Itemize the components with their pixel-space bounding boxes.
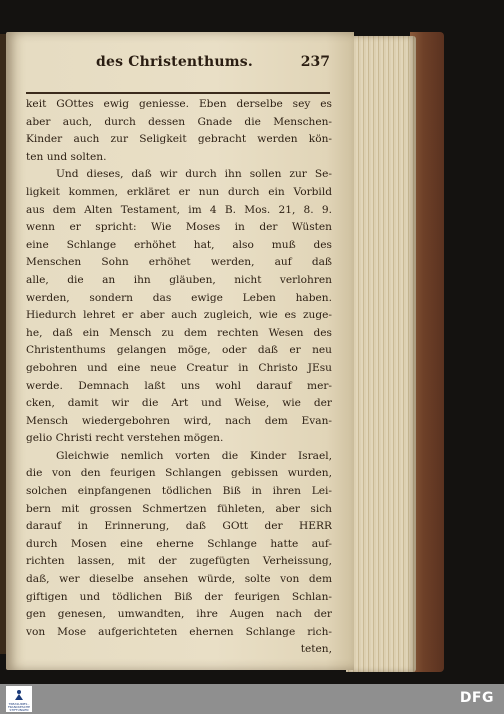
text-line: teten, [300, 643, 332, 656]
text-line: aus dem Alten Testament, im 4 B. Mos. 21, 8. 9. [26, 203, 332, 216]
text-line: bern mit grossen Schmertzen fühleten, aber sich [26, 502, 332, 515]
dfg-logo[interactable]: DFG [459, 690, 494, 706]
text-line: gebohren und eine neue Creatur in Christo JEsu [26, 361, 332, 374]
text-line: Menschen Sohn erhöhet werden, auf daß [26, 256, 332, 269]
institution-logo-caption: TREASURIES ‑ FRANCKESCHE STIFTUNGEN [7, 702, 31, 712]
viewer-footer-bar [0, 684, 504, 714]
header-rule [26, 92, 330, 94]
page-number: 237 [300, 54, 330, 70]
book-scan [0, 14, 504, 674]
text-line: richten lassen, mit der zugefügten Verheissung, [26, 555, 332, 568]
text-line: werde. Demnach laßt uns wohl darauf mer- [26, 379, 332, 392]
text-line: Kinder auch zur Seligkeit gebracht werden kön- [26, 133, 332, 146]
text-line: gen genesen, umwandten, ihre Augen nach der [26, 608, 332, 621]
page-block-edges [346, 36, 416, 672]
running-title: des Christenthums. [96, 54, 253, 70]
text-line: Christenthums gelangen möge, oder daß er neu [26, 344, 332, 357]
text-line: durch Mosen eine eherne Schlange hatte auf- [26, 537, 332, 550]
text-line: he, daß ein Mensch zu dem rechten Wesen des [26, 326, 332, 339]
text-line: wenn er spricht: Wie Moses in der Wüsten [26, 221, 332, 234]
text-line: Mensch wiedergebohren wird, nach dem Evan- [26, 414, 332, 427]
text-line: ten und solten. [26, 150, 107, 163]
text-line: daß, wer dieselbe ansehen würde, solte von dem [26, 573, 332, 586]
text-line: eine Schlange erhöhet hat, also muß des [26, 238, 332, 251]
institution-logo[interactable] [6, 686, 32, 712]
text-line: alle, die an ihn gläuben, nicht verlohren [26, 273, 332, 286]
institution-logo-icon [13, 689, 25, 701]
text-line: werden, sondern das ewige Leben haben. [26, 291, 332, 304]
text-line: gelio Christi recht verstehen mögen. [26, 432, 224, 445]
text-line: die von den feurigen Schlangen gebissen wurden, [26, 467, 332, 480]
text-line: giftigen und tödlichen Biß der feurigen Schlan- [26, 590, 332, 603]
text-line: ligkeit kommen, erkläret er nun durch ein Vorbild [26, 185, 332, 198]
text-line: Gleichwie nemlich vorten die Kinder Israel, [56, 449, 332, 462]
text-line: Hiedurch lehret er aber auch zugleich, wie es zuge- [26, 309, 332, 322]
text-line: Und dieses, daß wir durch ihn sollen zur Se- [56, 168, 332, 181]
text-line: aber auch, durch dessen Gnade die Menschen- [26, 115, 332, 128]
text-line: cken, damit wir die Art und Weise, wie der [26, 397, 332, 410]
text-line: von Mose aufgerichteten ehernen Schlange rich- [26, 625, 332, 638]
text-line: solchen einpfangenen tödlichen Biß in ihren Lei- [26, 485, 332, 498]
text-line: darauf in Erinnerung, daß GOtt der HERR [26, 520, 332, 533]
body-text [26, 96, 332, 659]
text-line: keit GOttes ewig geniesse. Eben derselbe sey es [26, 98, 332, 110]
page-header [30, 54, 330, 76]
